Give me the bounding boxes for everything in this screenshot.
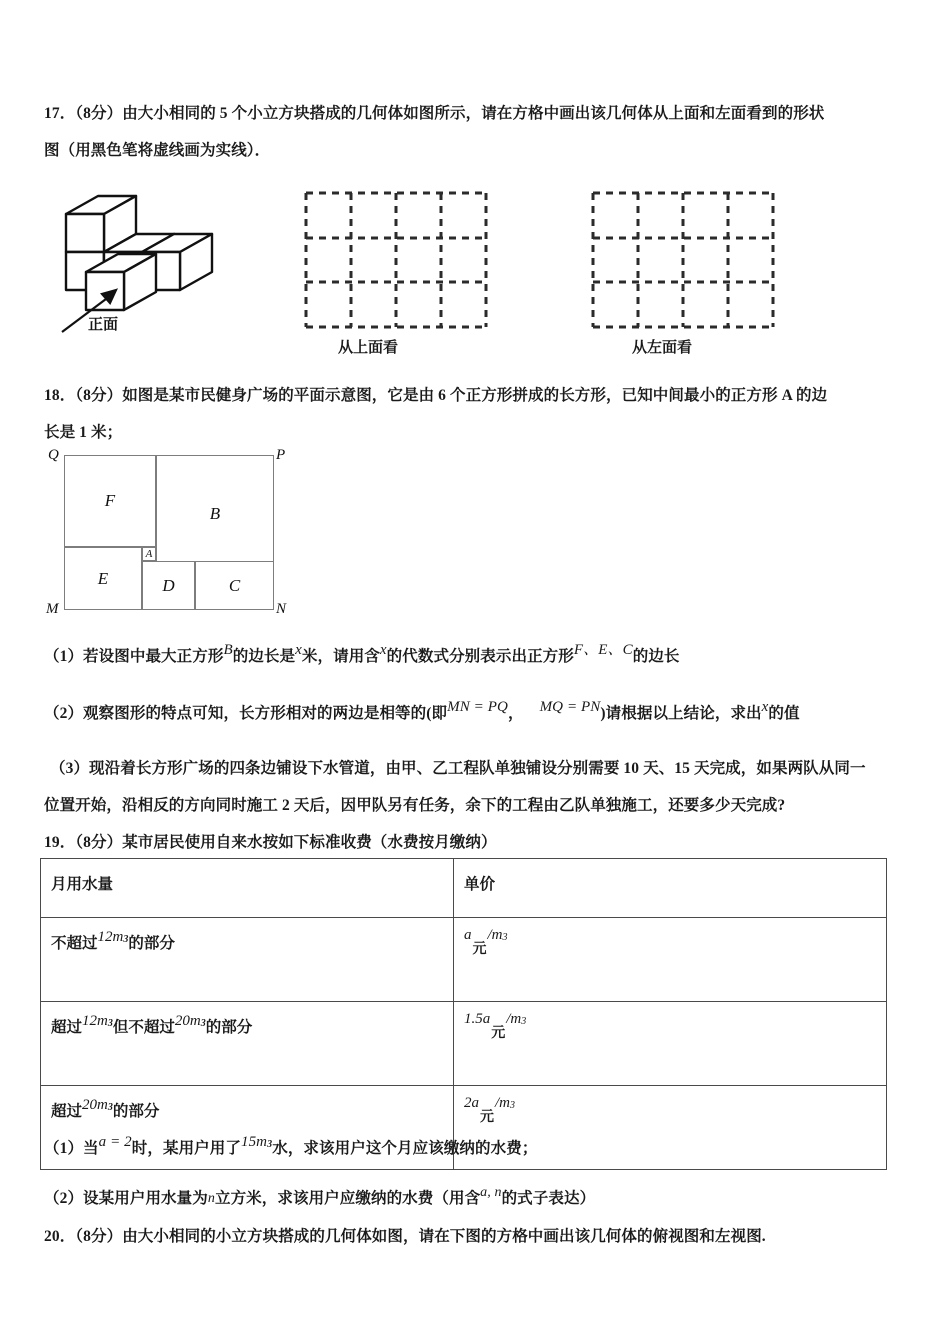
q17-grid-top-caption: 从上面看	[338, 340, 399, 356]
square-F	[64, 455, 156, 547]
header-cell-usage: 月用水量	[41, 859, 454, 918]
dashed-grid-svg[interactable]	[303, 190, 489, 330]
q18-part2-m3: x	[761, 699, 769, 715]
q19-part2-prefix: （2）设某用户用水量为	[44, 1190, 208, 1207]
q19-part1-m1: a = 2	[98, 1134, 132, 1150]
q18-part1-m1: B	[223, 642, 233, 658]
q18-part3-line2: 位置开始，沿相反的方向同时施工 2 天后，因甲队另有任务，余下的工程由乙队单独施工，还要多少天完成?	[44, 797, 786, 814]
price1-sup: 3	[502, 932, 508, 943]
square-D	[142, 561, 195, 610]
q18-part1-mid2: 米，请用含	[301, 648, 380, 665]
price-cell-tier2	[454, 1002, 887, 1086]
q17-grid-left-view[interactable]	[590, 190, 776, 335]
vertex-label-Q: Q	[48, 447, 59, 463]
q18-part2-mid: )请根据以上结论，求出	[600, 705, 762, 722]
square-C	[195, 561, 274, 610]
q19-part1-prefix: （1）当	[44, 1140, 99, 1157]
square-B	[156, 455, 274, 573]
square-A	[142, 547, 156, 561]
q18-part2-comma: ，	[507, 705, 524, 722]
q18-part1-prefix: （1）若设图中最大正方形	[44, 648, 224, 665]
q18-part2-m1: MN = PQ	[447, 699, 508, 715]
q19-part1-mid1: 时，某用户用了	[131, 1140, 241, 1157]
dashed-grid-svg[interactable]	[590, 190, 776, 330]
q17-front-label: 正面	[88, 317, 119, 333]
price1-unit: 元	[472, 942, 487, 957]
q18-part2	[44, 695, 934, 733]
q18-part1-mid1: 的边长是	[232, 648, 296, 665]
q18-part2-suffix: 的值	[768, 705, 800, 722]
q17-grid-left-caption: 从左面看	[632, 340, 693, 356]
square-A-label: A	[145, 548, 153, 560]
q18-part1-m4: F、E、C	[573, 642, 633, 658]
price2-sup: 3	[521, 1016, 527, 1027]
q18-square-diagram	[64, 455, 274, 610]
q19-part1-m2: 15m	[240, 1134, 268, 1150]
usage-cell-tier2	[41, 1002, 454, 1086]
square-D-label: D	[162, 575, 175, 595]
q17-grid-top-view[interactable]	[303, 190, 489, 335]
price3-sup: 3	[510, 1100, 515, 1111]
q19-part2-suffix: 的式子表达）	[501, 1190, 596, 1207]
q18-part1-m2: x	[295, 642, 302, 658]
q19-part2-m2: a, n	[480, 1185, 502, 1200]
isometric-cubes-svg	[52, 186, 232, 336]
tier3-pre: 超过	[51, 1103, 83, 1120]
price1-num: a	[464, 927, 472, 943]
tier1-value: 12m	[97, 929, 124, 945]
q19-part1-m2sup: 3	[267, 1139, 273, 1150]
q18-line2: 长是 1 米；	[44, 424, 123, 441]
tier2-pre: 超过	[51, 1019, 83, 1036]
square-E	[64, 547, 142, 610]
table-row	[41, 1002, 887, 1086]
price-cell-tier1	[454, 918, 887, 1002]
tier3-sup: 3	[107, 1102, 113, 1113]
q19-line1: 19．（8分）某市居民使用自来水按如下标准收费（水费按月缴纳）	[44, 834, 497, 851]
vertex-label-N: N	[276, 601, 287, 617]
tier3-value: 20m	[82, 1097, 108, 1113]
tier1-sup: 3	[123, 934, 129, 945]
tier2-value2: 20m	[174, 1013, 201, 1029]
price2-unit: 元	[491, 1026, 506, 1041]
q19-part2-mid1: 立方米，求该用户应缴纳的水费（用含	[214, 1190, 481, 1207]
q18-part2-prefix: （2）观察图形的特点可知，长方形相对的两边是相等的(即	[44, 705, 448, 722]
tier2-value: 12m	[82, 1013, 108, 1029]
q19-part1-suffix: 水，求该用户这个月应该缴纳的水费；	[272, 1140, 538, 1157]
square-C-label: C	[228, 575, 241, 595]
square-B-label: B	[209, 504, 221, 523]
square-F-label: F	[104, 491, 116, 510]
vertex-label-M: M	[46, 601, 59, 617]
q18-line1: 18．（8分）如图是某市民健身广场的平面示意图，它是由 6 个正方形拼成的长方形，已知中间最小的正方形 A 的边	[44, 387, 828, 404]
water-price-table	[40, 858, 887, 1170]
q19-part2	[44, 1180, 924, 1218]
q17-line2: 图（用黑色笔将虚线画为实线）．	[44, 142, 271, 159]
tier2-sup: 3	[107, 1018, 113, 1029]
tier3-post: 的部分	[112, 1103, 160, 1120]
q17-cube-figure	[52, 186, 232, 336]
q18-part1-suffix: 的边长	[632, 648, 680, 665]
price3-unit: 元	[480, 1110, 494, 1125]
q20-line1: 20．（8分）由大小相同的小立方块搭成的几何体如图，请在下图的方格中画出该几何体的俯视图和左视图.	[44, 1228, 766, 1245]
header-cell-price: 单价	[454, 859, 887, 918]
q18-part1	[44, 638, 924, 676]
tier1-pre: 不超过	[51, 935, 98, 952]
table-row	[41, 918, 887, 1002]
table-header-row	[41, 859, 887, 918]
q19-part2-m1: n	[207, 1191, 215, 1206]
q19-part1	[44, 1130, 924, 1169]
usage-cell-tier1	[41, 918, 454, 1002]
tier2-sup2: 3	[200, 1018, 206, 1029]
price2-per: /m	[506, 1011, 522, 1027]
q18-part1-mid3: 的代数式分别表示出正方形	[386, 648, 574, 665]
q18-part3-line1: （3）现沿着长方形广场的四条边铺设下水管道，由甲、乙工程队单独铺设分别需要 10 天、15 天完成，如果两队从同一	[50, 760, 866, 777]
q18-part1-m3: x	[379, 642, 387, 658]
tier2-mid: 但不超过	[112, 1019, 175, 1036]
price1-per: /m	[487, 927, 503, 943]
vertex-label-P: P	[276, 447, 286, 463]
q17-line1: 17．（8分）由大小相同的 5 个小立方块搭成的几何体如图所示，请在方格中画出该几何体从上面和左面看到的形状	[44, 105, 825, 122]
q18-part2-m2: MQ = PN	[539, 699, 601, 715]
tier1-post: 的部分	[128, 935, 175, 952]
price3-per: /m	[495, 1095, 510, 1111]
price2-num: 1.5a	[464, 1011, 491, 1027]
tier2-post: 的部分	[205, 1019, 253, 1036]
price3-num: 2a	[464, 1095, 479, 1111]
square-E-label: E	[97, 568, 109, 588]
